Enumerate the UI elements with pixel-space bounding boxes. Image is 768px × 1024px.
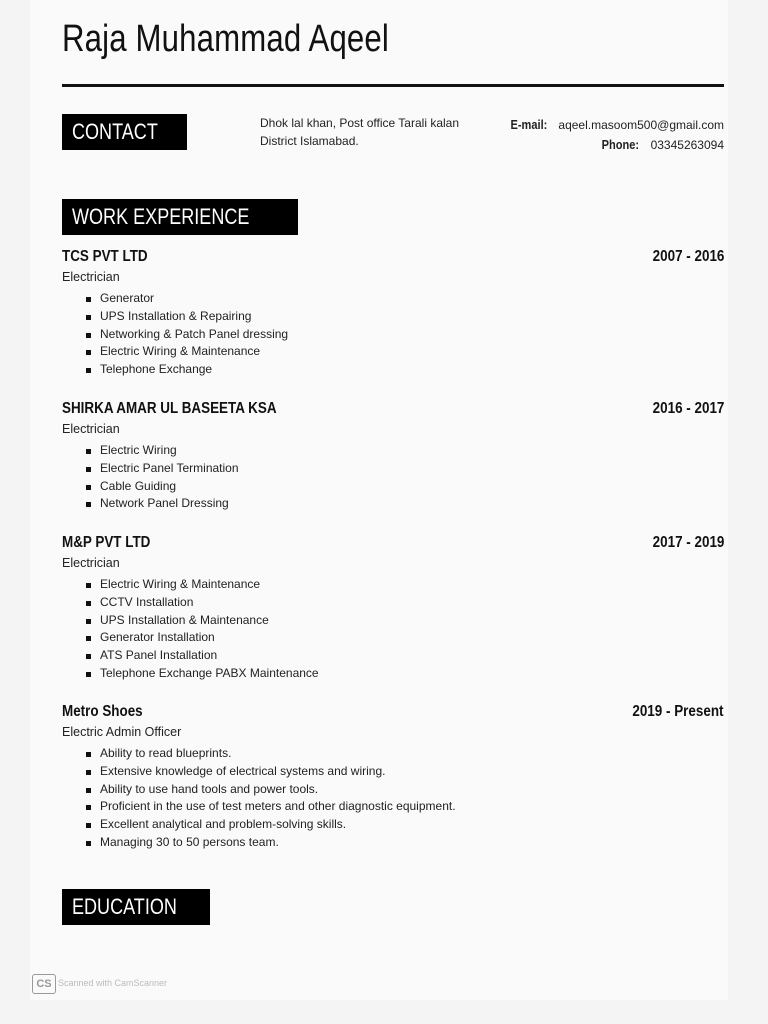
- camscanner-watermark: Scanned with CamScanner: [58, 978, 168, 988]
- list-item: Excellent analytical and problem-solving skills.: [86, 816, 724, 834]
- list-item: Electric Wiring & Maintenance: [86, 343, 724, 361]
- candidate-name: Raja Muhammad Aqeel: [62, 18, 390, 60]
- contact-address: Dhok lal khan, Post office Tarali kalan District Islamabad.: [260, 116, 460, 148]
- list-item: Generator Installation: [86, 629, 724, 647]
- duty-list: [62, 745, 724, 852]
- company-name: TCS PVT LTD: [62, 248, 148, 265]
- phone-row: [504, 135, 724, 155]
- job-entry: [62, 400, 724, 513]
- job-role: Electrician: [62, 556, 120, 570]
- list-item: Electric Wiring & Maintenance: [86, 576, 724, 594]
- header-rule: [62, 84, 724, 87]
- list-item: Ability to read blueprints.: [86, 745, 724, 763]
- list-item: ATS Panel Installation: [86, 647, 724, 665]
- job-dates: 2019 - Present: [632, 703, 724, 720]
- list-item: Cable Guiding: [86, 478, 724, 496]
- job-dates: 2007 - 2016: [652, 248, 724, 265]
- list-item: Ability to use hand tools and power tools.: [86, 781, 724, 799]
- company-name: SHIRKA AMAR UL BASEETA KSA: [62, 400, 277, 417]
- contact-details: [504, 115, 724, 155]
- list-item: UPS Installation & Repairing: [86, 308, 724, 326]
- phone-label: Phone:: [601, 137, 640, 152]
- camscanner-logo-icon: CS: [32, 974, 56, 994]
- list-item: Generator: [86, 290, 724, 308]
- job-entry: [62, 703, 724, 852]
- contact-heading: CONTACT: [62, 114, 187, 150]
- list-item: Telephone Exchange: [86, 361, 724, 379]
- list-item: Network Panel Dressing: [86, 495, 724, 513]
- email-row: [504, 115, 724, 135]
- list-item: Proficient in the use of test meters and other diagnostic equipment.: [86, 798, 724, 816]
- company-name: M&P PVT LTD: [62, 534, 151, 551]
- list-item: CCTV Installation: [86, 594, 724, 612]
- duty-list: [62, 442, 724, 513]
- list-item: UPS Installation & Maintenance: [86, 612, 724, 630]
- job-dates: 2016 - 2017: [652, 400, 724, 417]
- email-label: E-mail:: [510, 117, 548, 132]
- work-experience-heading: WORK EXPERIENCE: [62, 199, 298, 235]
- company-name: Metro Shoes: [62, 703, 143, 720]
- list-item: Electric Wiring: [86, 442, 724, 460]
- job-entry: [62, 534, 724, 683]
- phone-value: 03345263094: [650, 138, 724, 152]
- duty-list: [62, 290, 724, 379]
- email-value[interactable]: aqeel.masoom500@gmail.com: [558, 118, 724, 132]
- duty-list: [62, 576, 724, 683]
- list-item: Managing 30 to 50 persons team.: [86, 834, 724, 852]
- job-role: Electric Admin Officer: [62, 725, 182, 739]
- education-heading: EDUCATION: [62, 889, 210, 925]
- job-dates: 2017 - 2019: [652, 534, 724, 551]
- job-role: Electrician: [62, 422, 120, 436]
- list-item: Telephone Exchange PABX Maintenance: [86, 665, 724, 683]
- list-item: Electric Panel Termination: [86, 460, 724, 478]
- job-entry: [62, 248, 724, 379]
- list-item: Extensive knowledge of electrical systems and wiring.: [86, 763, 724, 781]
- job-role: Electrician: [62, 270, 120, 284]
- list-item: Networking & Patch Panel dressing: [86, 326, 724, 344]
